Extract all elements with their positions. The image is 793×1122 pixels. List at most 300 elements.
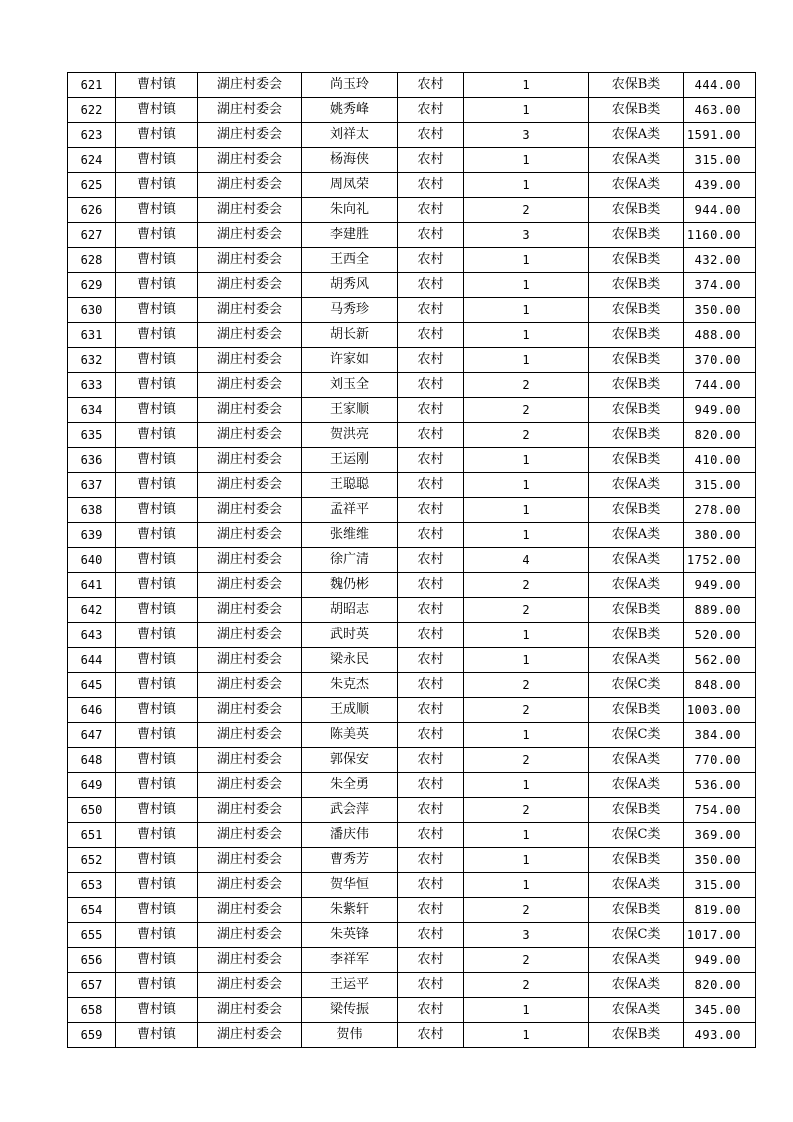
table-row [68, 473, 756, 498]
insurance-category-cell: 农保A类 [589, 773, 684, 798]
people-count-cell: 2 [464, 573, 589, 598]
village-committee-cell: 湖庄村委会 [198, 648, 302, 673]
household-type-cell: 农村 [398, 123, 464, 148]
table-row [68, 598, 756, 623]
village-committee-cell: 湖庄村委会 [198, 148, 302, 173]
amount-cell: 1752.00 [684, 548, 756, 573]
name-cell: 王成顺 [302, 698, 398, 723]
insurance-category-cell: 农保B类 [589, 98, 684, 123]
town-cell: 曹村镇 [116, 748, 198, 773]
insurance-category-cell: 农保A类 [589, 948, 684, 973]
town-cell: 曹村镇 [116, 948, 198, 973]
amount-cell: 315.00 [684, 148, 756, 173]
amount-cell: 384.00 [684, 723, 756, 748]
row-number: 654 [68, 898, 116, 923]
amount-cell: 820.00 [684, 973, 756, 998]
town-cell: 曹村镇 [116, 198, 198, 223]
amount-cell: 350.00 [684, 848, 756, 873]
table-row [68, 948, 756, 973]
name-cell: 王运刚 [302, 448, 398, 473]
name-cell: 杨海侠 [302, 148, 398, 173]
village-committee-cell: 湖庄村委会 [198, 73, 302, 98]
name-cell: 武会萍 [302, 798, 398, 823]
amount-cell: 369.00 [684, 823, 756, 848]
name-cell: 王聪聪 [302, 473, 398, 498]
table-row [68, 348, 756, 373]
table-row [68, 198, 756, 223]
row-number: 656 [68, 948, 116, 973]
insurance-category-cell: 农保B类 [589, 248, 684, 273]
row-number: 627 [68, 223, 116, 248]
amount-cell: 754.00 [684, 798, 756, 823]
household-type-cell: 农村 [398, 698, 464, 723]
row-number: 629 [68, 273, 116, 298]
name-cell: 朱紫轩 [302, 898, 398, 923]
village-committee-cell: 湖庄村委会 [198, 823, 302, 848]
town-cell: 曹村镇 [116, 623, 198, 648]
name-cell: 贺伟 [302, 1023, 398, 1048]
village-committee-cell: 湖庄村委会 [198, 98, 302, 123]
insurance-category-cell: 农保A类 [589, 123, 684, 148]
row-number: 657 [68, 973, 116, 998]
name-cell: 王家顺 [302, 398, 398, 423]
household-type-cell: 农村 [398, 798, 464, 823]
household-type-cell: 农村 [398, 773, 464, 798]
data-table [67, 72, 756, 1048]
people-count-cell: 1 [464, 273, 589, 298]
people-count-cell: 2 [464, 798, 589, 823]
table-row [68, 973, 756, 998]
people-count-cell: 1 [464, 348, 589, 373]
insurance-category-cell: 农保B类 [589, 698, 684, 723]
insurance-category-cell: 农保C类 [589, 923, 684, 948]
amount-cell: 889.00 [684, 598, 756, 623]
table-row [68, 148, 756, 173]
people-count-cell: 1 [464, 623, 589, 648]
town-cell: 曹村镇 [116, 573, 198, 598]
village-committee-cell: 湖庄村委会 [198, 798, 302, 823]
name-cell: 朱克杰 [302, 673, 398, 698]
name-cell: 姚秀峰 [302, 98, 398, 123]
village-committee-cell: 湖庄村委会 [198, 748, 302, 773]
town-cell: 曹村镇 [116, 1023, 198, 1048]
household-type-cell: 农村 [398, 248, 464, 273]
row-number: 650 [68, 798, 116, 823]
household-type-cell: 农村 [398, 223, 464, 248]
insurance-category-cell: 农保B类 [589, 323, 684, 348]
amount-cell: 439.00 [684, 173, 756, 198]
people-count-cell: 1 [464, 298, 589, 323]
row-number: 641 [68, 573, 116, 598]
name-cell: 周凤荣 [302, 173, 398, 198]
row-number: 659 [68, 1023, 116, 1048]
village-committee-cell: 湖庄村委会 [198, 1023, 302, 1048]
table-row [68, 998, 756, 1023]
table-row [68, 123, 756, 148]
village-committee-cell: 湖庄村委会 [198, 323, 302, 348]
household-type-cell: 农村 [398, 73, 464, 98]
row-number: 649 [68, 773, 116, 798]
people-count-cell: 1 [464, 648, 589, 673]
amount-cell: 848.00 [684, 673, 756, 698]
household-type-cell: 农村 [398, 448, 464, 473]
people-count-cell: 1 [464, 823, 589, 848]
town-cell: 曹村镇 [116, 398, 198, 423]
name-cell: 王西全 [302, 248, 398, 273]
table-row [68, 548, 756, 573]
people-count-cell: 1 [464, 173, 589, 198]
household-type-cell: 农村 [398, 323, 464, 348]
people-count-cell: 2 [464, 948, 589, 973]
insurance-category-cell: 农保A类 [589, 873, 684, 898]
town-cell: 曹村镇 [116, 323, 198, 348]
name-cell: 李建胜 [302, 223, 398, 248]
household-type-cell: 农村 [398, 173, 464, 198]
row-number: 651 [68, 823, 116, 848]
village-committee-cell: 湖庄村委会 [198, 373, 302, 398]
table-row [68, 573, 756, 598]
household-type-cell: 农村 [398, 948, 464, 973]
village-committee-cell: 湖庄村委会 [198, 673, 302, 698]
insurance-category-cell: 农保B类 [589, 898, 684, 923]
insurance-category-cell: 农保A类 [589, 523, 684, 548]
amount-cell: 374.00 [684, 273, 756, 298]
table-row [68, 673, 756, 698]
row-number: 637 [68, 473, 116, 498]
name-cell: 刘玉全 [302, 373, 398, 398]
row-number: 628 [68, 248, 116, 273]
village-committee-cell: 湖庄村委会 [198, 723, 302, 748]
village-committee-cell: 湖庄村委会 [198, 573, 302, 598]
row-number: 639 [68, 523, 116, 548]
table-row [68, 398, 756, 423]
insurance-category-cell: 农保B类 [589, 798, 684, 823]
town-cell: 曹村镇 [116, 223, 198, 248]
amount-cell: 1591.00 [684, 123, 756, 148]
town-cell: 曹村镇 [116, 923, 198, 948]
village-committee-cell: 湖庄村委会 [198, 398, 302, 423]
town-cell: 曹村镇 [116, 273, 198, 298]
town-cell: 曹村镇 [116, 423, 198, 448]
row-number: 632 [68, 348, 116, 373]
people-count-cell: 2 [464, 973, 589, 998]
household-type-cell: 农村 [398, 473, 464, 498]
table-row [68, 523, 756, 548]
insurance-category-cell: 农保B类 [589, 423, 684, 448]
row-number: 643 [68, 623, 116, 648]
people-count-cell: 1 [464, 248, 589, 273]
amount-cell: 493.00 [684, 1023, 756, 1048]
household-type-cell: 农村 [398, 648, 464, 673]
village-committee-cell: 湖庄村委会 [198, 598, 302, 623]
insurance-category-cell: 农保B类 [589, 373, 684, 398]
amount-cell: 432.00 [684, 248, 756, 273]
row-number: 630 [68, 298, 116, 323]
row-number: 622 [68, 98, 116, 123]
village-committee-cell: 湖庄村委会 [198, 298, 302, 323]
amount-cell: 315.00 [684, 473, 756, 498]
table-row [68, 323, 756, 348]
people-count-cell: 1 [464, 473, 589, 498]
people-count-cell: 2 [464, 698, 589, 723]
table-row [68, 98, 756, 123]
household-type-cell: 农村 [398, 1023, 464, 1048]
people-count-cell: 1 [464, 98, 589, 123]
row-number: 638 [68, 498, 116, 523]
name-cell: 王运平 [302, 973, 398, 998]
table-row [68, 373, 756, 398]
name-cell: 潘庆伟 [302, 823, 398, 848]
town-cell: 曹村镇 [116, 548, 198, 573]
amount-cell: 345.00 [684, 998, 756, 1023]
town-cell: 曹村镇 [116, 523, 198, 548]
town-cell: 曹村镇 [116, 448, 198, 473]
people-count-cell: 1 [464, 148, 589, 173]
row-number: 621 [68, 73, 116, 98]
table-row [68, 173, 756, 198]
town-cell: 曹村镇 [116, 498, 198, 523]
table-row [68, 923, 756, 948]
village-committee-cell: 湖庄村委会 [198, 448, 302, 473]
household-type-cell: 农村 [398, 973, 464, 998]
town-cell: 曹村镇 [116, 248, 198, 273]
table-body [68, 73, 756, 1048]
insurance-category-cell: 农保A类 [589, 973, 684, 998]
household-type-cell: 农村 [398, 748, 464, 773]
town-cell: 曹村镇 [116, 848, 198, 873]
village-committee-cell: 湖庄村委会 [198, 898, 302, 923]
people-count-cell: 1 [464, 1023, 589, 1048]
table-row [68, 848, 756, 873]
row-number: 653 [68, 873, 116, 898]
amount-cell: 488.00 [684, 323, 756, 348]
amount-cell: 949.00 [684, 948, 756, 973]
table-row [68, 798, 756, 823]
insurance-category-cell: 农保B类 [589, 298, 684, 323]
people-count-cell: 2 [464, 398, 589, 423]
row-number: 646 [68, 698, 116, 723]
name-cell: 朱英锋 [302, 923, 398, 948]
name-cell: 胡秀风 [302, 273, 398, 298]
village-committee-cell: 湖庄村委会 [198, 873, 302, 898]
people-count-cell: 1 [464, 523, 589, 548]
household-type-cell: 农村 [398, 198, 464, 223]
people-count-cell: 1 [464, 873, 589, 898]
name-cell: 贺洪亮 [302, 423, 398, 448]
village-committee-cell: 湖庄村委会 [198, 848, 302, 873]
town-cell: 曹村镇 [116, 773, 198, 798]
town-cell: 曹村镇 [116, 673, 198, 698]
village-committee-cell: 湖庄村委会 [198, 273, 302, 298]
insurance-category-cell: 农保C类 [589, 723, 684, 748]
insurance-category-cell: 农保B类 [589, 448, 684, 473]
village-committee-cell: 湖庄村委会 [198, 523, 302, 548]
people-count-cell: 3 [464, 223, 589, 248]
row-number: 652 [68, 848, 116, 873]
people-count-cell: 2 [464, 598, 589, 623]
amount-cell: 520.00 [684, 623, 756, 648]
town-cell: 曹村镇 [116, 173, 198, 198]
table-row [68, 898, 756, 923]
household-type-cell: 农村 [398, 823, 464, 848]
table-row [68, 498, 756, 523]
name-cell: 郭保安 [302, 748, 398, 773]
household-type-cell: 农村 [398, 523, 464, 548]
household-type-cell: 农村 [398, 998, 464, 1023]
village-committee-cell: 湖庄村委会 [198, 773, 302, 798]
table-row [68, 748, 756, 773]
amount-cell: 819.00 [684, 898, 756, 923]
household-type-cell: 农村 [398, 898, 464, 923]
village-committee-cell: 湖庄村委会 [198, 973, 302, 998]
row-number: 644 [68, 648, 116, 673]
town-cell: 曹村镇 [116, 998, 198, 1023]
village-committee-cell: 湖庄村委会 [198, 348, 302, 373]
people-count-cell: 1 [464, 773, 589, 798]
people-count-cell: 1 [464, 323, 589, 348]
name-cell: 马秀珍 [302, 298, 398, 323]
name-cell: 胡长新 [302, 323, 398, 348]
amount-cell: 380.00 [684, 523, 756, 548]
amount-cell: 562.00 [684, 648, 756, 673]
household-type-cell: 农村 [398, 598, 464, 623]
row-number: 626 [68, 198, 116, 223]
table-row [68, 298, 756, 323]
insurance-category-cell: 农保B类 [589, 223, 684, 248]
table-row [68, 698, 756, 723]
table-row [68, 873, 756, 898]
town-cell: 曹村镇 [116, 73, 198, 98]
household-type-cell: 农村 [398, 398, 464, 423]
village-committee-cell: 湖庄村委会 [198, 473, 302, 498]
amount-cell: 463.00 [684, 98, 756, 123]
people-count-cell: 1 [464, 448, 589, 473]
town-cell: 曹村镇 [116, 473, 198, 498]
village-committee-cell: 湖庄村委会 [198, 948, 302, 973]
table-row [68, 773, 756, 798]
people-count-cell: 2 [464, 748, 589, 773]
row-number: 648 [68, 748, 116, 773]
village-committee-cell: 湖庄村委会 [198, 123, 302, 148]
people-count-cell: 2 [464, 373, 589, 398]
people-count-cell: 4 [464, 548, 589, 573]
village-committee-cell: 湖庄村委会 [198, 248, 302, 273]
insurance-category-cell: 农保B类 [589, 348, 684, 373]
insurance-category-cell: 农保B类 [589, 1023, 684, 1048]
village-committee-cell: 湖庄村委会 [198, 198, 302, 223]
amount-cell: 944.00 [684, 198, 756, 223]
table-row [68, 223, 756, 248]
village-committee-cell: 湖庄村委会 [198, 998, 302, 1023]
town-cell: 曹村镇 [116, 698, 198, 723]
name-cell: 朱向礼 [302, 198, 398, 223]
people-count-cell: 2 [464, 198, 589, 223]
row-number: 645 [68, 673, 116, 698]
insurance-category-cell: 农保B类 [589, 498, 684, 523]
amount-cell: 370.00 [684, 348, 756, 373]
table-row [68, 1023, 756, 1048]
town-cell: 曹村镇 [116, 148, 198, 173]
table-row [68, 73, 756, 98]
name-cell: 孟祥平 [302, 498, 398, 523]
row-number: 633 [68, 373, 116, 398]
name-cell: 胡昭志 [302, 598, 398, 623]
town-cell: 曹村镇 [116, 798, 198, 823]
row-number: 655 [68, 923, 116, 948]
village-committee-cell: 湖庄村委会 [198, 923, 302, 948]
town-cell: 曹村镇 [116, 298, 198, 323]
people-count-cell: 1 [464, 723, 589, 748]
people-count-cell: 2 [464, 423, 589, 448]
household-type-cell: 农村 [398, 923, 464, 948]
amount-cell: 315.00 [684, 873, 756, 898]
town-cell: 曹村镇 [116, 598, 198, 623]
amount-cell: 444.00 [684, 73, 756, 98]
household-type-cell: 农村 [398, 723, 464, 748]
town-cell: 曹村镇 [116, 823, 198, 848]
table-row [68, 273, 756, 298]
people-count-cell: 3 [464, 123, 589, 148]
household-type-cell: 农村 [398, 573, 464, 598]
amount-cell: 1160.00 [684, 223, 756, 248]
insurance-category-cell: 农保B类 [589, 598, 684, 623]
village-committee-cell: 湖庄村委会 [198, 223, 302, 248]
row-number: 647 [68, 723, 116, 748]
insurance-category-cell: 农保A类 [589, 648, 684, 673]
row-number: 642 [68, 598, 116, 623]
village-committee-cell: 湖庄村委会 [198, 548, 302, 573]
name-cell: 贺华恒 [302, 873, 398, 898]
insurance-category-cell: 农保B类 [589, 623, 684, 648]
town-cell: 曹村镇 [116, 123, 198, 148]
name-cell: 许家如 [302, 348, 398, 373]
row-number: 623 [68, 123, 116, 148]
people-count-cell: 1 [464, 498, 589, 523]
insurance-category-cell: 农保B类 [589, 848, 684, 873]
household-type-cell: 农村 [398, 423, 464, 448]
table-row [68, 248, 756, 273]
household-type-cell: 农村 [398, 273, 464, 298]
insurance-category-cell: 农保B类 [589, 273, 684, 298]
name-cell: 武时英 [302, 623, 398, 648]
name-cell: 陈美英 [302, 723, 398, 748]
household-type-cell: 农村 [398, 148, 464, 173]
table-row [68, 448, 756, 473]
name-cell: 刘祥太 [302, 123, 398, 148]
insurance-category-cell: 农保A类 [589, 548, 684, 573]
household-type-cell: 农村 [398, 673, 464, 698]
household-type-cell: 农村 [398, 373, 464, 398]
household-type-cell: 农村 [398, 623, 464, 648]
village-committee-cell: 湖庄村委会 [198, 623, 302, 648]
amount-cell: 744.00 [684, 373, 756, 398]
table-row [68, 823, 756, 848]
amount-cell: 536.00 [684, 773, 756, 798]
name-cell: 尚玉玲 [302, 73, 398, 98]
people-count-cell: 2 [464, 673, 589, 698]
village-committee-cell: 湖庄村委会 [198, 498, 302, 523]
town-cell: 曹村镇 [116, 898, 198, 923]
household-type-cell: 农村 [398, 548, 464, 573]
household-type-cell: 农村 [398, 298, 464, 323]
village-committee-cell: 湖庄村委会 [198, 423, 302, 448]
name-cell: 曹秀芳 [302, 848, 398, 873]
household-type-cell: 农村 [398, 873, 464, 898]
insurance-category-cell: 农保C类 [589, 823, 684, 848]
insurance-category-cell: 农保A类 [589, 573, 684, 598]
people-count-cell: 1 [464, 998, 589, 1023]
insurance-category-cell: 农保A类 [589, 173, 684, 198]
